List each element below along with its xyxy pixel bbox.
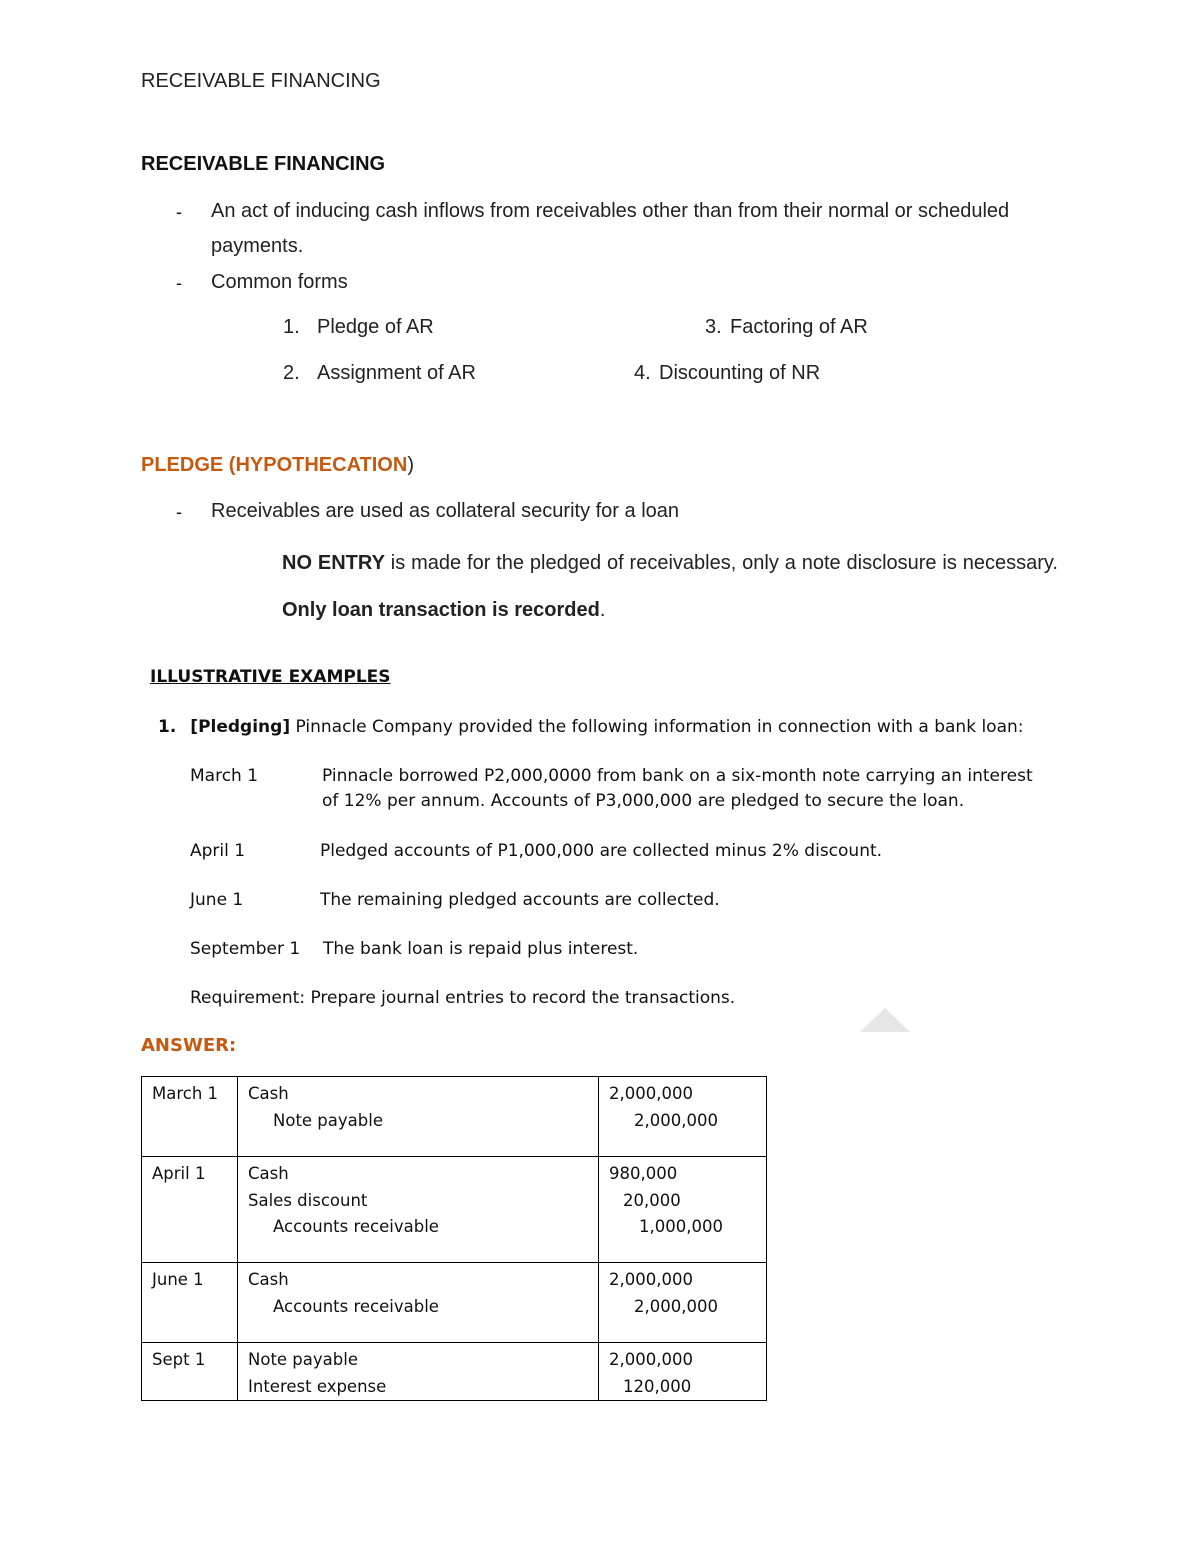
entry-amounts [599,1343,767,1401]
event-date: September 1 [190,939,301,959]
form-number: 4. [634,362,651,384]
form-number: 1. [283,316,300,338]
debit-account: Cash [248,1164,289,1183]
form-number: 3. [705,316,722,338]
event-description: Pinnacle borrowed P2,000,0000 from bank on a six-month note carrying an interest of 12% per annum. Accounts of P3,000,000 are pledged to secure the loan. [322,766,1033,811]
debit-amount: 2,000,000 [609,1084,693,1103]
entry-date: March 1 [142,1077,238,1157]
entry-accounts [238,1343,599,1401]
entry-date: June 1 [142,1263,238,1343]
entry-amounts [599,1077,767,1157]
examples-heading: ILLUSTRATIVE EXAMPLES [150,667,391,687]
example-item: 1. [Pledging] Pinnacle Company provided the following information in connection with a bank loan: [158,717,1024,737]
debit-account: Note payable [248,1350,358,1369]
requirement: Requirement: Prepare journal entries to record the transactions. [190,988,736,1008]
scroll-to-top-triangle-icon[interactable] [860,1008,910,1032]
entry-date: April 1 [142,1157,238,1263]
running-header: RECEIVABLE FINANCING [141,70,381,92]
debit-amount: 980,000 [609,1164,678,1183]
event-date: April 1 [190,841,246,861]
form-item: Factoring of AR [730,316,868,338]
table-row [142,1263,767,1343]
table-row [142,1343,767,1401]
form-item: Assignment of AR [317,362,476,384]
debit-account: Sales discount [248,1190,368,1210]
debit-account: Cash [248,1084,289,1103]
event-description: The remaining pledged accounts are collected. [320,890,720,910]
entry-accounts [238,1077,599,1157]
credit-account: Note payable [273,1110,383,1130]
credit-amount: 1,000,000 [639,1217,723,1236]
debit-amount: 2,000,000 [609,1270,693,1289]
definition-line-2: payments. [211,235,304,257]
entry-date: Sept 1 [142,1343,238,1401]
common-forms-label: Common forms [211,271,348,293]
debit-account: Cash [248,1270,289,1289]
pledge-title: PLEDGE (HYPOTHECATION) [141,454,414,476]
entry-accounts [238,1263,599,1343]
form-item: Pledge of AR [317,316,434,338]
bullet-marker: - [176,202,182,222]
credit-amount: 2,000,000 [634,1110,718,1130]
bullet-marker: - [176,502,182,522]
journal-entries-table [141,1076,767,1401]
event-date: June 1 [190,890,244,910]
table-row [142,1077,767,1157]
entry-amounts [599,1263,767,1343]
credit-account: Accounts receivable [273,1217,439,1236]
answer-label: ANSWER: [141,1035,237,1056]
bullet-marker: - [176,273,182,293]
debit-amount: 120,000 [623,1376,692,1396]
debit-amount: 20,000 [623,1190,681,1210]
debit-account: Interest expense [248,1376,387,1396]
credit-account: Accounts receivable [273,1296,439,1316]
section-title: RECEIVABLE FINANCING [141,153,386,175]
pledge-definition: Receivables are used as collateral security for a loan [211,500,680,522]
table-row [142,1157,767,1263]
form-item: Discounting of NR [659,362,821,384]
entry-amounts [599,1157,767,1263]
credit-amount: 2,000,000 [634,1296,718,1316]
event-description: Pledged accounts of P1,000,000 are collected minus 2% discount. [320,841,883,861]
entry-accounts [238,1157,599,1263]
debit-amount: 2,000,000 [609,1350,693,1369]
pledge-note: NO ENTRY is made for the pledged of receivables, only a note disclosure is necessary. Only loan transaction is recorded. [282,552,1058,621]
form-number: 2. [283,362,300,384]
event-description: The bank loan is repaid plus interest. [323,939,639,959]
event-date: March 1 [190,766,259,786]
definition-line-1: An act of inducing cash inflows from receivables other than from their normal or scheduled [211,200,1010,222]
